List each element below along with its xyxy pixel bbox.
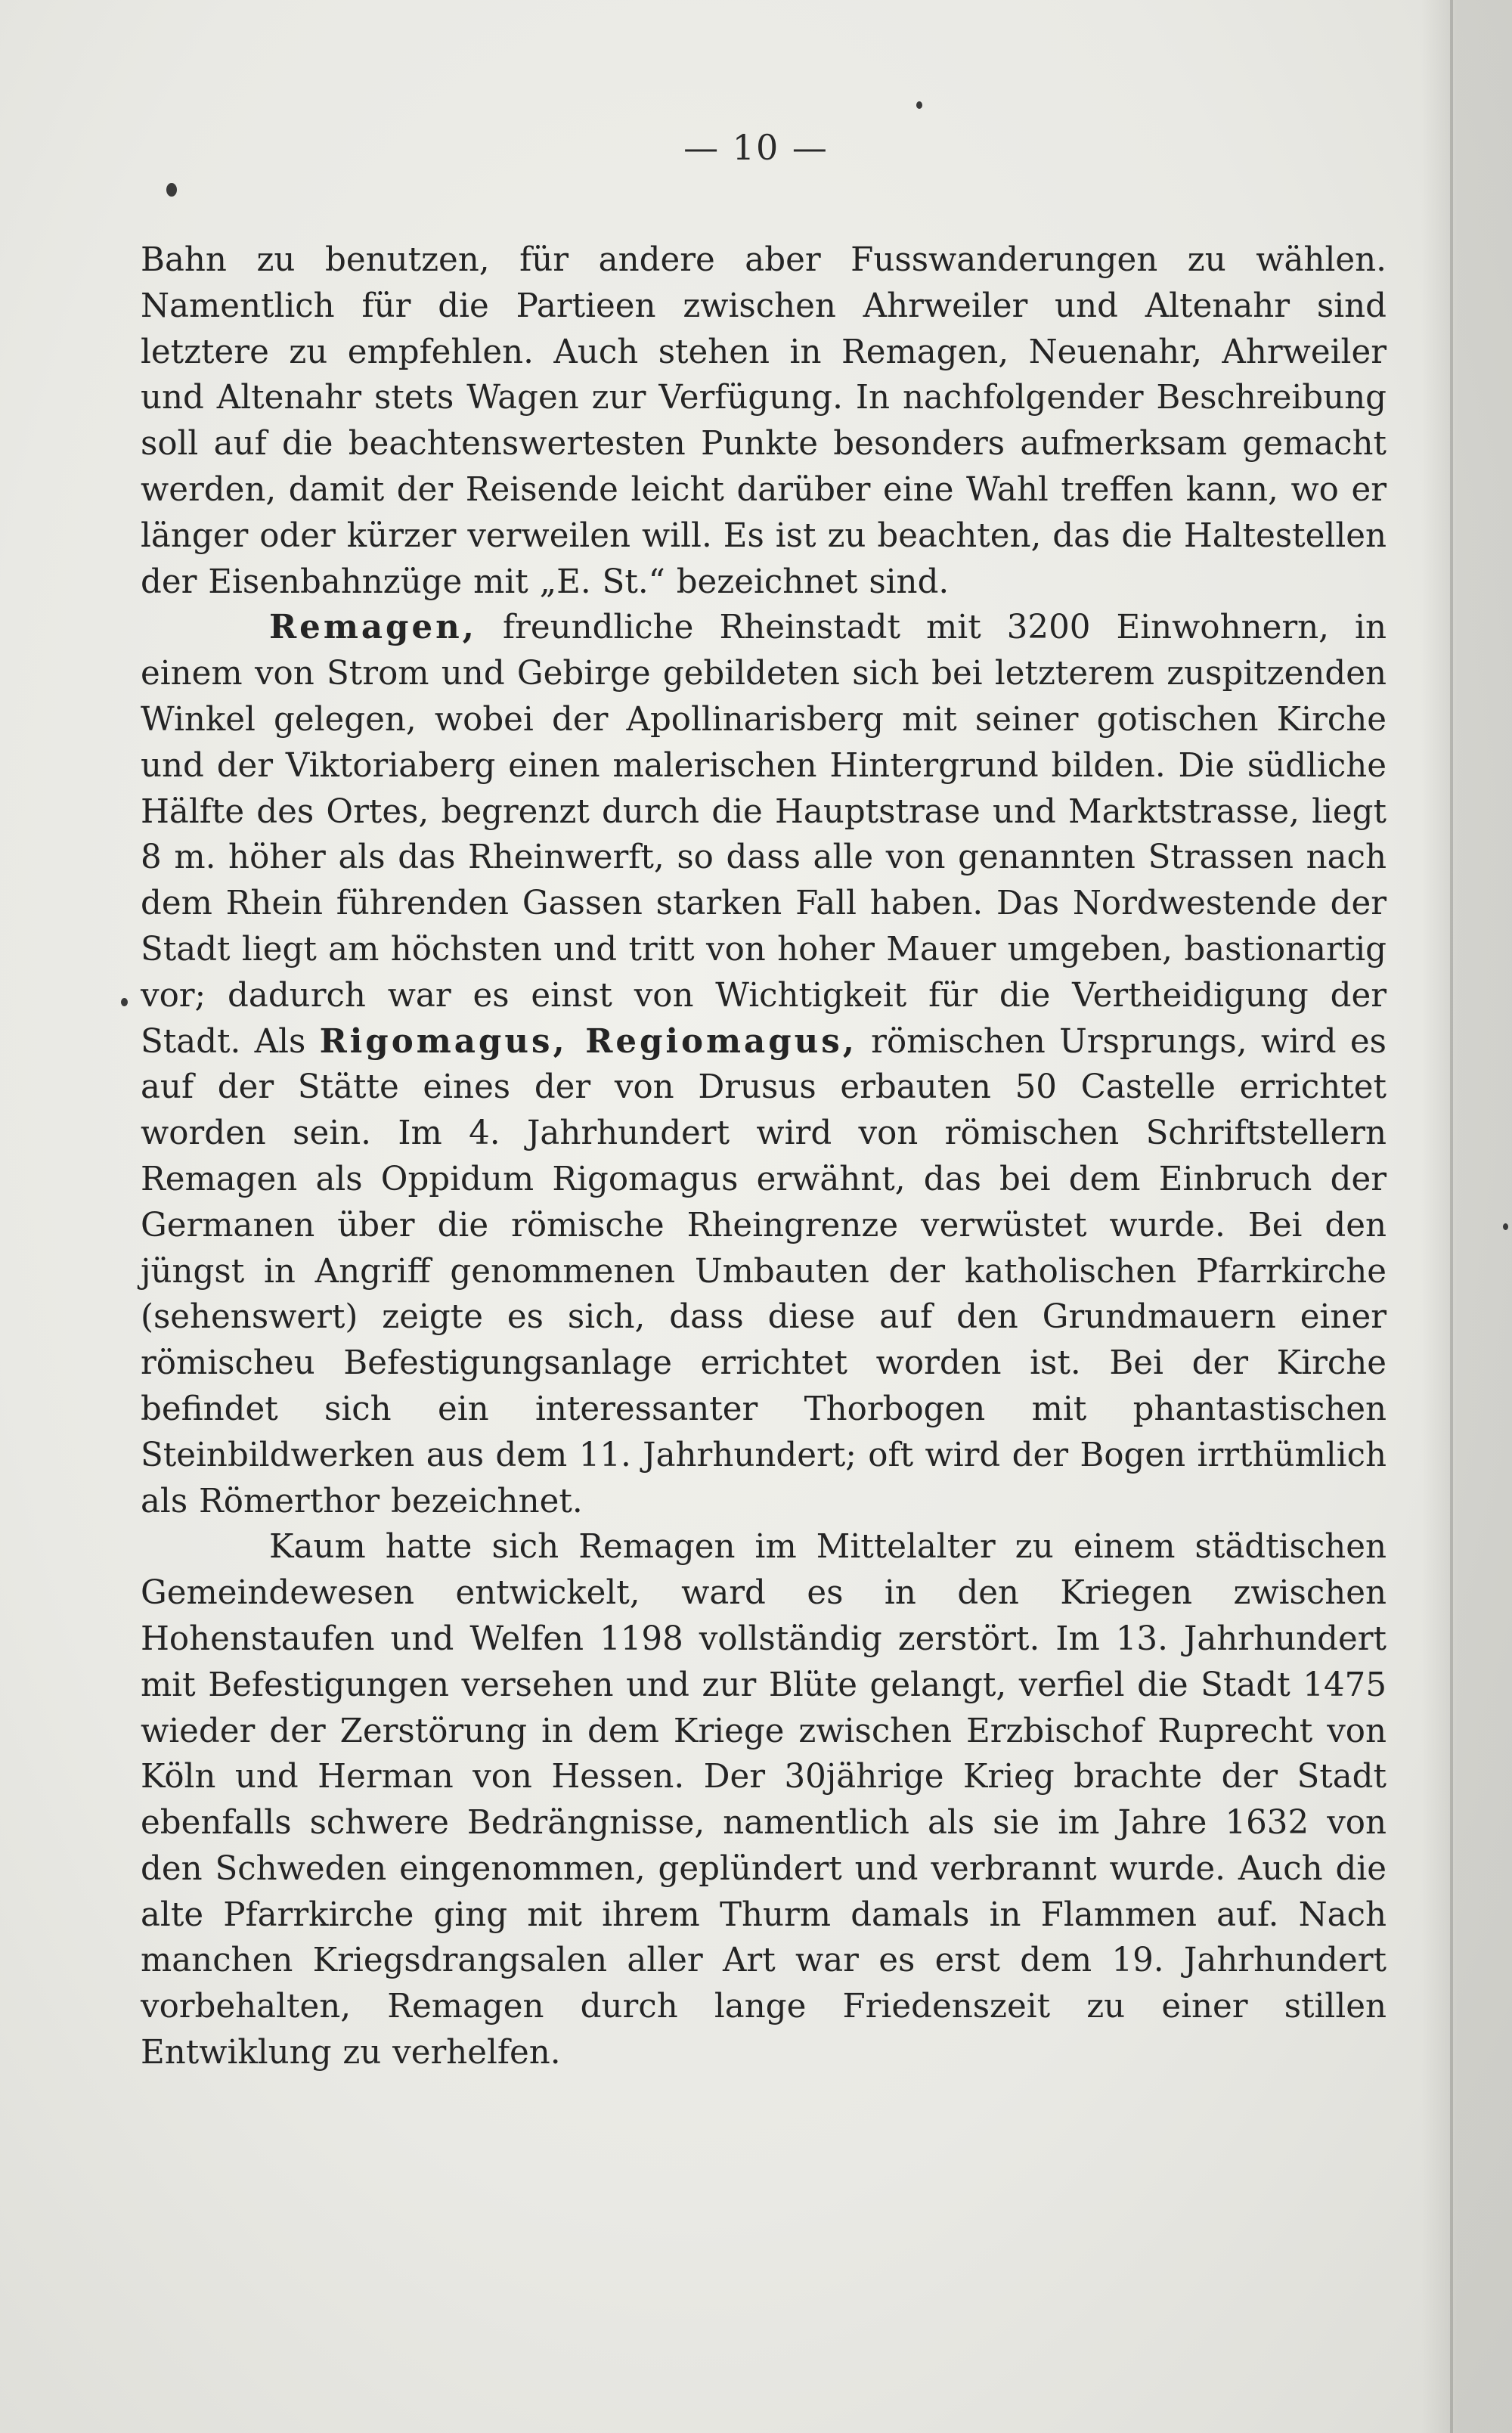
paragraph-1 xyxy=(141,237,1387,605)
paragraph-2-text-part-1: freundliche Rheinstadt mit 3200 Einwohnern, in einem von Strom und Gebirge gebildeten sich bei letzterem zuspitzenden Winkel gelegen, wobei der Apollinarisberg mit seiner gotischen Kirche und der Viktoriaberg einen malerischen Hintergrund bilden. Die südliche Hälfte des Ortes, begrenzt durch die Hauptstrase und Marktstrasse, liegt 8 m. höher als das Rheinwerft, so dass alle von genannten Strassen nach dem Rhein führenden Gassen starken Fall haben. Das Nordwestende der Stadt liegt am höchsten und tritt von hoher Mauer umgeben, bastionartig vor; dadurch war es einst von Wichtigkeit für die Vertheidigung der Stadt. Als xyxy=(141,609,1387,1061)
ink-speck xyxy=(916,101,922,109)
paragraph-2-lead-name: Remagen, xyxy=(269,608,477,647)
paragraph-3-text: Kaum hatte sich Remagen im Mittelalter zu einem städtischen Gemeindewesen entwickelt, ward es in den Kriegen zwischen Hohenstaufen und Welfen 1198 vollständig zerstört. Im 13. Jahrhundert mit Befestigungen versehen und zur Blüte gelangt, verfiel die Stadt 1475 wieder der Zerstörung in dem Kriege zwischen Erzbischof Ruprecht von Köln und Herman von Hessen. Der 30jährige Krieg brachte der Stadt ebenfalls schwere Bedrängnisse, namentlich als sie im Jahre 1632 von den Schweden eingenommen, geplündert und verbrannt wurde. Auch die alte Pfarrkirche ging mit ihrem Thurm damals in Flammen auf. Nach manchen Kriegsdrangsalen aller Art war es erst dem 19. Jahrhundert vorbehalten, Remagen durch lange Friedenszeit zu einer stillen Entwiklung zu verhelfen. xyxy=(141,1528,1387,2072)
page-fold-line xyxy=(1450,0,1453,2433)
paragraph-2-spaced-names: Rigomagus, Regiomagus, xyxy=(319,1021,857,1061)
ink-speck xyxy=(166,183,177,197)
ink-speck xyxy=(1503,1223,1508,1230)
page-number: — 10 — xyxy=(683,127,829,168)
paragraph-2 xyxy=(141,605,1387,1524)
page-gutter-shadow xyxy=(1421,0,1512,2433)
ink-speck xyxy=(121,998,128,1006)
paragraph-3 xyxy=(141,1524,1387,2076)
paragraph-2-text-part-2: römischen Ursprungs, wird es auf der Stätte eines der von Drusus erbauten 50 Castelle errichtet worden sein. Im 4. Jahrhundert wird von römischen Schriftstellern Remagen als Oppidum Rigomagus erwähnt, das bei dem Einbruch der Germanen über die römische Rheingrenze verwüstet wurde. Bei den jüngst in Angriff genommenen Umbauten der katholischen Pfarrkirche (sehenswert) zeigte es sich, dass diese auf den Grundmauern einer römischeu Befestigungsanlage errichtet worden ist. Bei der Kirche befindet sich ein interessanter Thorbogen mit phantastischen Steinbildwerken aus dem 11. Jahrhundert; oft wird der Bogen irrthümlich als Römerthor bezeichnet. xyxy=(141,1022,1387,1520)
body-text xyxy=(141,237,1387,2076)
paragraph-1-text: Bahn zu benutzen, für andere aber Fusswanderungen zu wählen. Namentlich für die Partieen zwischen Ahrweiler und Altenahr sind letztere zu empfehlen. Auch stehen in Remagen, Neuenahr, Ahrweiler und Altenahr stets Wagen zur Verfügung. In nachfolgender Beschreibung soll auf die beachtenswertesten Punkte besonders aufmerksam gemacht werden, damit der Reisende leicht darüber eine Wahl treffen kann, wo er länger oder kürzer verweilen will. Es ist zu beachten, das die Haltestellen der Eisenbahnzüge mit „E. St.“ bezeichnet sind. xyxy=(141,241,1387,601)
